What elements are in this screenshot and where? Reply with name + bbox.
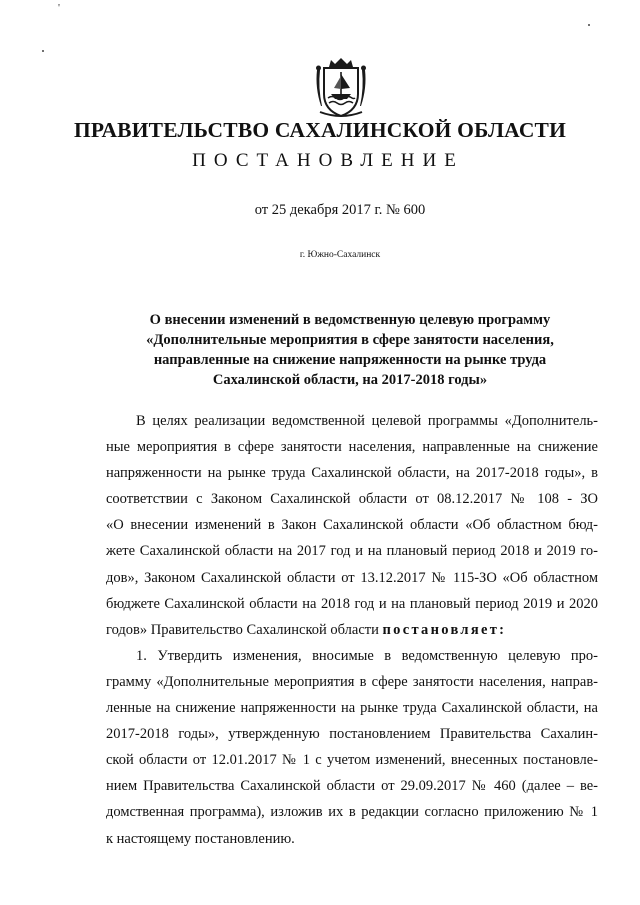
body-line: напряженности на рынке труда Сахалинской области, на 2017-2018 годы», в (106, 465, 598, 482)
body-line: «О внесении изменений в Закон Сахалинской области «Об областном бюд- (106, 517, 598, 534)
body-line-resolution (106, 617, 598, 643)
document-subject (110, 310, 590, 390)
body-line: ленные на снижение напряженности на рынке труда Сахалинской области, на (106, 700, 598, 717)
body-line: 2017-2018 годы», утвержденную постановлением Правительства Сахалин- (106, 726, 598, 743)
body-line: нием Правительства Сахалинской области от 29.09.2017 № 460 (далее – ве- (106, 778, 598, 795)
body-line: бюджете Сахалинской области на 2018 год и на плановый период 2019 и 2020 (106, 595, 598, 612)
body-line: к настоящему постановлению. (106, 830, 295, 847)
body-line: ные мероприятия в сфере занятости населения, направленные на снижение (106, 439, 598, 456)
document-type: ПОСТАНОВЛЕНИЕ (192, 150, 464, 171)
subject-line: О внесении изменений в ведомственную целевую программу (149, 312, 551, 328)
scan-speck (42, 50, 44, 52)
subject-line: Сахалинской области, на 2017-2018 годы» (212, 372, 488, 388)
document-city: г. Южно-Сахалинск (299, 250, 381, 260)
body-line-text: годов» Правительство Сахалинской области (106, 621, 383, 638)
body-line: 1. Утвердить изменения, вносимые в ведомственную целевую про- (136, 647, 598, 664)
body-line: грамму «Дополнительные мероприятия в сфере занятости населения, направ- (106, 673, 598, 690)
body-line: В целях реализации ведомственной целевой программы «Дополнитель- (136, 413, 598, 429)
resolves-word: постановляет: (382, 621, 507, 638)
organization-title: ПРАВИТЕЛЬСТВО САХАЛИНСКОЙ ОБЛАСТИ (73, 118, 567, 142)
body-line: домственная программа), изложив их в редакции согласно приложению № 1 (106, 804, 598, 821)
body-line: дов», Законом Сахалинской области от 13.12.2017 № 115-ЗО «Об областном (106, 569, 598, 586)
scan-speck (588, 24, 590, 26)
document-body (106, 408, 598, 852)
body-line: соответствии с Законом Сахалинской области от 08.12.2017 № 108 - ЗО (106, 491, 598, 508)
subject-line: «Дополнительные мероприятия в сфере занятости населения, (146, 332, 554, 348)
corner-mark: ' (58, 2, 60, 14)
sakhalin-coat-of-arms-icon (312, 58, 370, 120)
subject-line: направленные на снижение напряженности на рынке труда (153, 352, 547, 368)
body-line: жете Сахалинской области на 2017 год и на плановый период 2018 и 2019 го- (106, 543, 598, 560)
document-date-number: от 25 декабря 2017 г. № 600 (254, 202, 426, 218)
body-line: ской области от 12.01.2017 № 1 с учетом изменений, внесенных постановле- (106, 752, 598, 769)
